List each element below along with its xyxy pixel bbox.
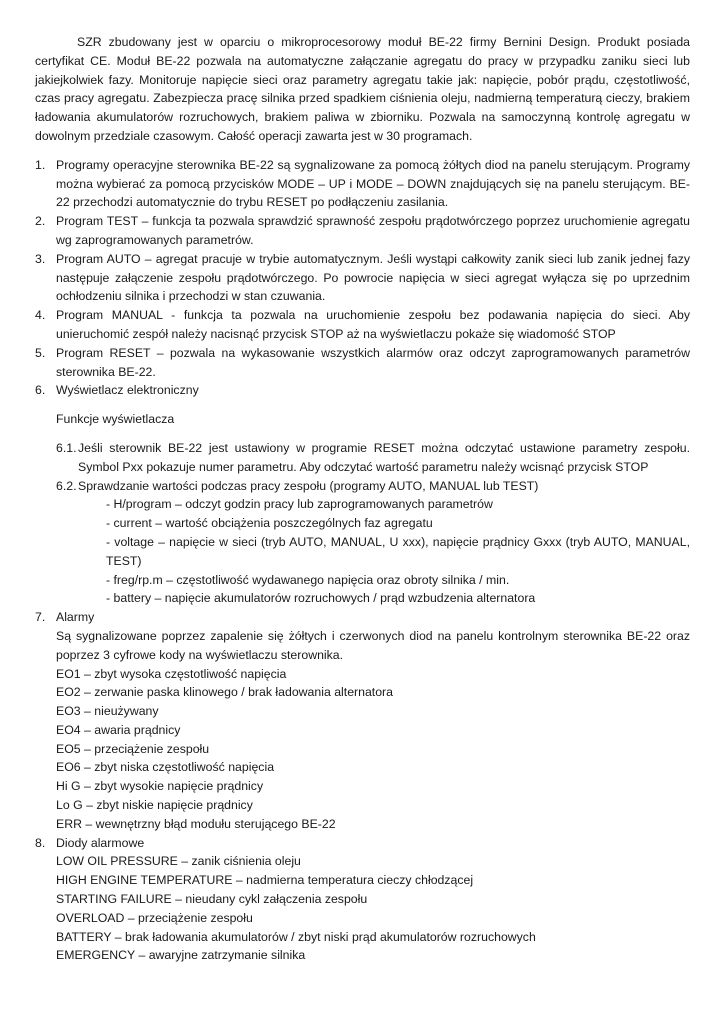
list-item	[35, 250, 690, 306]
item-number: 5.	[35, 345, 46, 360]
sub-item	[35, 439, 690, 477]
item-text: Program MANUAL - funkcja ta pozwala na uruchomienie zespołu bez podawania napięcia do sieci. Aby unieruchomić zespół należy nacisnąć przycisk STOP aż na wyświetlaczu pokaże się wiadomość STOP	[56, 308, 690, 341]
item-text: Programy operacyjne sterownika BE-22 są sygnalizowane za pomocą żółtych diod na panelu sterującym. Programy można wybierać za pomocą przycisków MODE – UP i MODE – DOWN znajdujących się na panelu sterującym. BE-22 przechodzi automatycznie do trybu RESET po podłączeniu zasilania.	[56, 157, 690, 210]
dash-item: - freg/rp.m – częstotliwość wydawanego napięcia oraz obroty silnika / min.	[106, 572, 510, 587]
display-heading: Funkcje wyświetlacza	[56, 412, 175, 427]
list-item-diodes	[35, 834, 690, 853]
diodes-title: Diody alarmowe	[56, 835, 145, 850]
item-text: Program AUTO – agregat pracuje w trybie automatycznym. Jeśli wystąpi całkowity zanik sieci lub zanik jednej fazy następuje załączenie zespołu prądotwórczego. Po powrocie napięcia w sieci agregat wyłącza się po uprzednim ochłodzeniu silnika i przechodzi w stan czuwania.	[56, 251, 690, 304]
sub-item-number: 6.1.	[56, 440, 77, 455]
dash-item: - H/program – odczyt godzin pracy lub zaprogramowanych parametrów	[106, 497, 493, 512]
sub-item	[35, 477, 690, 496]
alarms-title: Alarmy	[56, 610, 95, 625]
diode-line: OVERLOAD – przeciążenie zespołu	[56, 910, 253, 925]
alarm-code: EO6 – zbyt niska częstotliwość napięcia	[56, 760, 275, 775]
diode-line: LOW OIL PRESSURE – zanik ciśnienia oleju	[56, 854, 301, 869]
alarm-code: EO3 – nieużywany	[56, 704, 159, 719]
numbered-list	[35, 156, 690, 965]
item-number: 7.	[35, 610, 46, 625]
item-number: 8.	[35, 835, 46, 850]
list-item	[35, 344, 690, 382]
diode-line: STARTING FAILURE – nieudany cykl załączenia zespołu	[56, 892, 368, 907]
intro-paragraph: SZR zbudowany jest w oparciu o mikroprocesorowy moduł BE-22 firmy Bernini Design. Produkt posiada certyfikat CE. Moduł BE-22 pozwala na automatyczne załączanie agregatu do pracy w przypadku zaniku sieci lub jakiejkolwiek fazy. Monitoruje napięcie sieci oraz parametry agregatu takie jak: napięcie, pobór prądu, częstotliwość, czas pracy agregatu. Zabezpiecza pracę silnika przed spadkiem ciśnienia oleju, nadmierną temperaturą cieczy, brakiem ładowania akumulatorów rozruchowych, brakiem paliwa w zbiorniku. Pozwala na samoczynną kontrolę agregatu w dowolnym przedziale czasowym. Całość operacji zawarta jest w 30 programach.	[35, 35, 690, 143]
alarm-code: ERR – wewnętrzny błąd modułu sterującego BE-22	[56, 816, 336, 831]
sub-item-text: Jeśli sterownik BE-22 jest ustawiony w programie RESET można odczytać ustawione parametry zespołu. Symbol Pxx pokazuje numer parametru. Aby odczytać wartość parametru należy wcisnąć przycisk STOP	[78, 440, 690, 474]
list-item	[35, 381, 690, 400]
item-number: 1.	[35, 157, 46, 172]
item-text: Wyświetlacz elektroniczny	[56, 383, 199, 398]
item-number: 6.	[35, 383, 46, 398]
sub-item-text: Sprawdzanie wartości podczas pracy zespołu (programy AUTO, MANUAL lub TEST)	[78, 478, 539, 493]
alarm-code: EO2 – zerwanie paska klinowego / brak ładowania alternatora	[56, 685, 393, 700]
item-text: Program RESET – pozwala na wykasowanie wszystkich alarmów oraz odczyt zaprogramowanych parametrów sterownika BE-22.	[56, 345, 690, 379]
dash-item: - voltage – napięcie w sieci (tryb AUTO, MANUAL, U xxx), napięcie prądnicy Gxxx (tryb AUTO, MANUAL, TEST)	[106, 534, 690, 568]
item-number: 4.	[35, 308, 46, 323]
item-text: Program TEST – funkcja ta pozwala sprawdzić sprawność zespołu prądotwórczego poprzez uruchomienie agregatu wg zaprogramowanych parametrów.	[56, 214, 690, 247]
list-item-alarms	[35, 608, 690, 627]
alarm-code: EO1 – zbyt wysoka częstotliwość napięcia	[56, 666, 287, 681]
item-number: 2.	[35, 214, 46, 229]
dash-item: - battery – napięcie akumulatorów rozruchowych / prąd wzbudzenia alternatora	[106, 591, 536, 606]
dash-item: - current – wartość obciążenia poszczególnych faz agregatu	[106, 516, 433, 531]
list-item	[35, 306, 690, 344]
alarm-code: Lo G – zbyt niskie napięcie prądnicy	[56, 798, 253, 813]
alarms-description: Są sygnalizowane poprzez zapalenie się żółtych i czerwonych diod na panelu kontrolnym sterownika BE-22 oraz poprzez 3 cyfrowe kody na wyświetlaczu sterownika.	[56, 628, 690, 662]
alarm-code: EO4 – awaria prądnicy	[56, 722, 181, 737]
item-number: 3.	[35, 251, 46, 266]
diode-line: BATTERY – brak ładowania akumulatorów / zbyt niski prąd akumulatorów rozruchowych	[56, 929, 536, 944]
sub-item-number: 6.2.	[56, 478, 77, 493]
diode-line: HIGH ENGINE TEMPERATURE – nadmierna temperatura cieczy chłodzącej	[56, 873, 474, 888]
alarm-code: EO5 – przeciążenie zespołu	[56, 741, 210, 756]
alarm-code: Hi G – zbyt wysokie napięcie prądnicy	[56, 779, 264, 794]
list-item	[35, 212, 690, 250]
diode-line: EMERGENCY – awaryjne zatrzymanie silnika	[56, 948, 306, 963]
list-item	[35, 156, 690, 212]
